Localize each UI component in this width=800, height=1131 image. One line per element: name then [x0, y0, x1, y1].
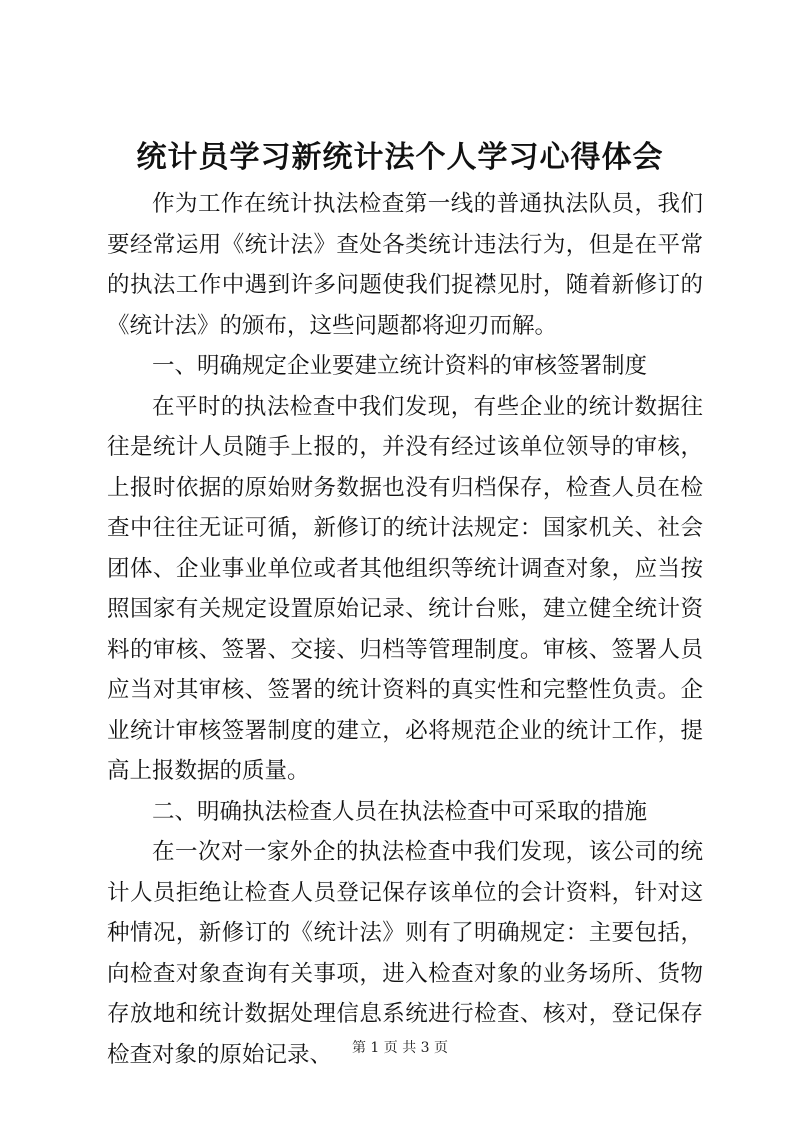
section-heading-2: 二、明确执法检查人员在执法检查中可采取的措施: [152, 798, 648, 825]
page-footer: 第 1 页 共 3 页: [351, 1040, 449, 1056]
paragraph-section-1: 在平时的执法检查中我们发现，有些企业的统计数据往往是统计人员随手上报的，并没有经过该单位领导的审核，上报时依据的原始财务数据也没有归档保存，检查人员在检查中往往无证可循，新修订的统计法规定：国家机关、社会团体、企业事业单位或者其他组织等统计调查对象，应当按照国家有关规定设置原始记录、统计台账，建立健全统计资料的审核、签署、交接、归档等管理制度。审核、签署人员应当对其审核、签署的统计资料的真实性和完整性负责。企业统计审核签署制度的建立，必将规范企业的统计工作，提高上报数据的质量。: [107, 393, 703, 784]
document-body: [107, 184, 703, 1075]
paragraph-intro: 作为工作在统计执法检查第一线的普通执法队员，我们要经常运用《统计法》查处各类统计违法行为，但是在平常的执法工作中遇到许多问题使我们捉襟见肘，随着新修订的《统计法》的颁布，这些问题都将迎刃而解。: [107, 191, 703, 339]
document-title: 统计员学习新统计法个人学习心得体会: [136, 140, 664, 175]
paragraph-section-2: 在一次对一家外企的执法检查中我们发现，该公司的统计人员拒绝让检查人员登记保存该单位的会计资料，针对这种情况，新修订的《统计法》则有了明确规定：主要包括，向检查对象查询有关事项，进入检查对象的业务场所、货物存放地和统计数据处理信息系统进行检查、核对，登记保存检查对象的原始记录、: [107, 839, 703, 1068]
section-heading-1: 一、明确规定企业要建立统计资料的审核签署制度: [152, 353, 648, 379]
